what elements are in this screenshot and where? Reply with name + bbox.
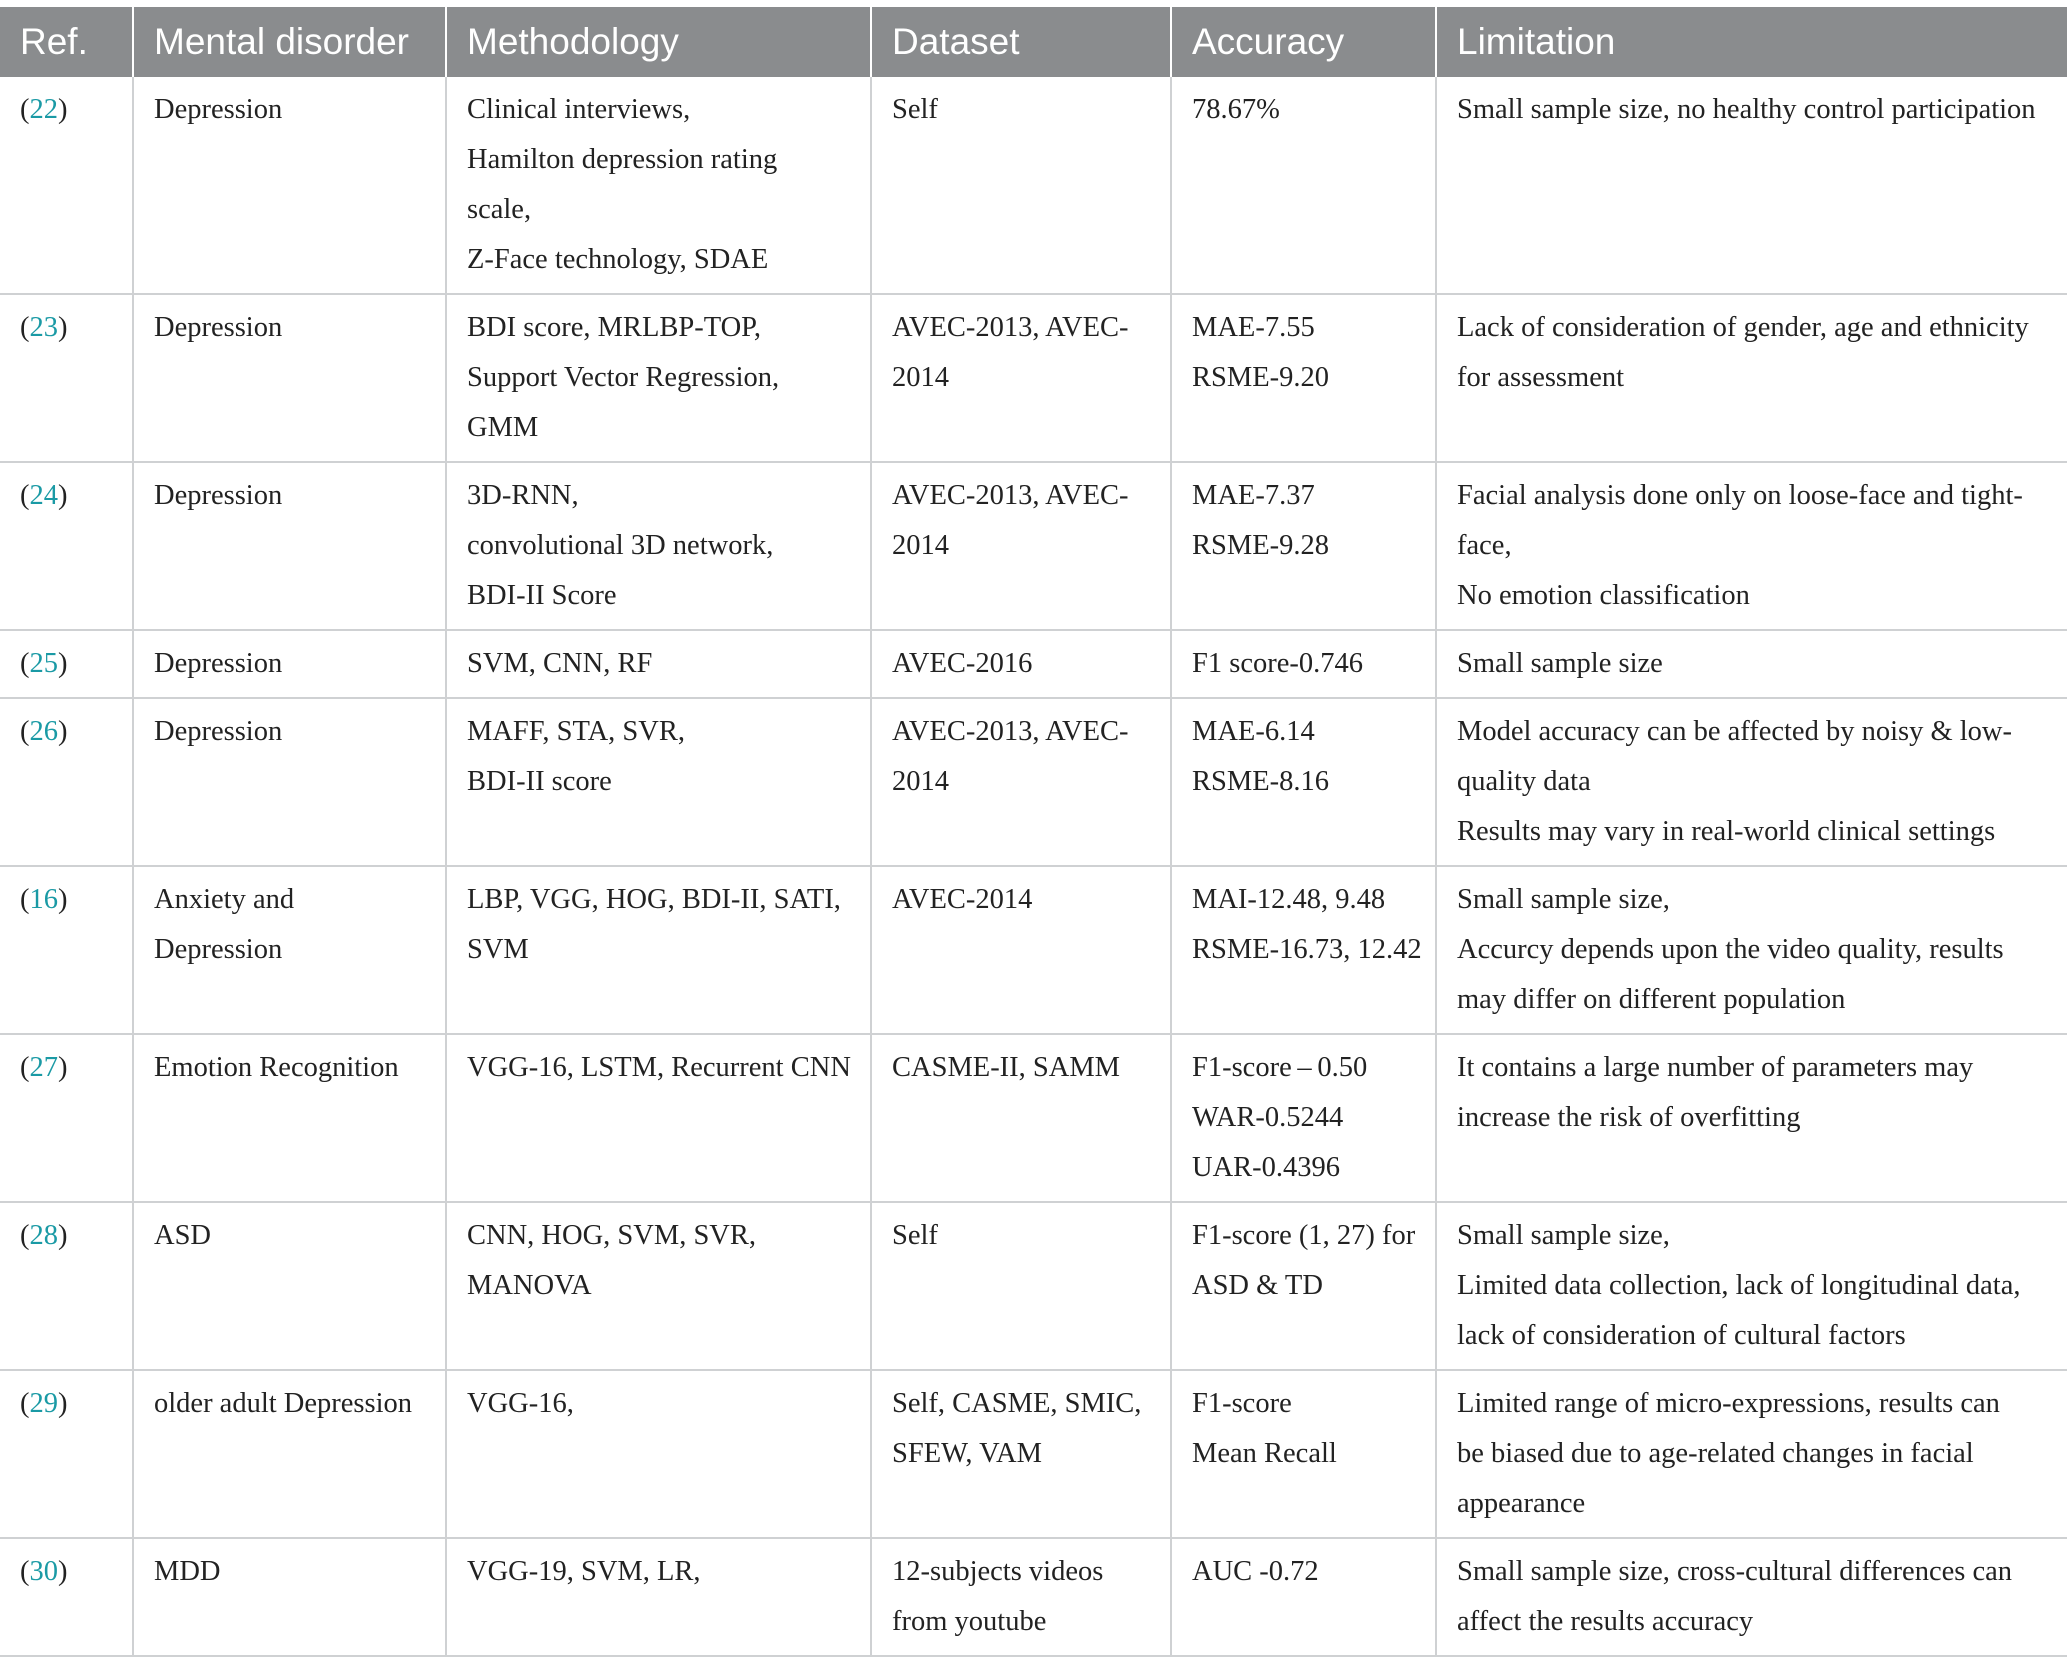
cell-text-line: WAR-0.5244 (1192, 1102, 1344, 1133)
table-row (0, 294, 2067, 462)
cell-text-line: Emotion Recognition (154, 1052, 399, 1083)
table-row (0, 1034, 2067, 1202)
cell-text-line: may differ on different population (1457, 984, 1846, 1015)
cell-mental-disorder (133, 294, 446, 462)
cell-accuracy (1171, 866, 1436, 1034)
cell-text-line: F1 score-0.746 (1192, 648, 1363, 679)
cell-dataset (871, 1538, 1171, 1656)
cell-accuracy (1171, 1370, 1436, 1538)
header-row (0, 7, 2067, 77)
cell-limitation (1436, 77, 2067, 294)
cell-dataset (871, 1370, 1171, 1538)
cell-text-line: Depression (154, 648, 283, 679)
cell-limitation (1436, 1034, 2067, 1202)
cell-ref: (26) (0, 698, 133, 866)
cell-text-line: GMM (467, 412, 539, 443)
cell-accuracy (1171, 1538, 1436, 1656)
table-body (0, 77, 2067, 1656)
cell-limitation (1436, 698, 2067, 866)
cell-text-line: be biased due to age-related changes in facial (1457, 1438, 1974, 1469)
cell-limitation (1436, 294, 2067, 462)
cell-ref: (27) (0, 1034, 133, 1202)
cell-text-line: face, (1457, 530, 1512, 561)
cell-dataset (871, 866, 1171, 1034)
cell-accuracy (1171, 294, 1436, 462)
cell-methodology (446, 1202, 871, 1370)
cell-text-line: BDI score, MRLBP-TOP, (467, 312, 761, 343)
cell-text-line: for assessment (1457, 362, 1625, 393)
cell-accuracy (1171, 630, 1436, 698)
cell-text-line: RSME-9.20 (1192, 362, 1329, 393)
cell-text-line: CNN, HOG, SVM, SVR, (467, 1220, 757, 1251)
cell-text-line: affect the results accuracy (1457, 1606, 1754, 1637)
cell-text-line: MAI-12.48, 9.48 (1192, 884, 1386, 915)
cell-limitation (1436, 1370, 2067, 1538)
cell-text-line: 3D-RNN, (467, 480, 579, 511)
cell-text-line: VGG-16, (467, 1388, 574, 1419)
cell-mental-disorder (133, 77, 446, 294)
cell-dataset (871, 1202, 1171, 1370)
cell-accuracy (1171, 462, 1436, 630)
cell-text-line: AVEC-2013, AVEC- (892, 312, 1129, 343)
cell-text-line: F1-score (1192, 1388, 1292, 1419)
cell-text-line: ASD (154, 1220, 212, 1251)
cell-text-line: Clinical interviews, (467, 94, 691, 125)
cell-text-line: SVM (467, 934, 529, 965)
cell-text-line: MDD (154, 1556, 221, 1587)
cell-text-line: Results may vary in real-world clinical settings (1457, 816, 1996, 847)
cell-text-line: SFEW, VAM (892, 1438, 1042, 1469)
table-row (0, 630, 2067, 698)
col-header-ref: Ref. (0, 7, 133, 77)
cell-ref: (30) (0, 1538, 133, 1656)
cell-methodology (446, 1370, 871, 1538)
cell-text-line: AVEC-2013, AVEC- (892, 716, 1129, 747)
table-row (0, 1538, 2067, 1656)
cell-accuracy (1171, 698, 1436, 866)
cell-methodology (446, 698, 871, 866)
col-header-methodology: Methodology (446, 7, 871, 77)
reference-link[interactable]: 16 (29, 884, 58, 915)
table-row (0, 866, 2067, 1034)
cell-ref: (29) (0, 1370, 133, 1538)
cell-text-line: MAE-7.37 (1192, 480, 1315, 511)
cell-text-line: Anxiety and (154, 884, 295, 915)
cell-text-line: VGG-19, SVM, LR, (467, 1556, 701, 1587)
cell-ref: (24) (0, 462, 133, 630)
cell-text-line: Lack of consideration of gender, age and ethnicity (1457, 312, 2029, 343)
cell-text-line: RSME-9.28 (1192, 530, 1329, 561)
cell-text-line: quality data (1457, 766, 1591, 797)
cell-text-line: convolutional 3D network, (467, 530, 774, 561)
cell-text-line: older adult Depression (154, 1388, 413, 1419)
cell-ref: (25) (0, 630, 133, 698)
cell-text-line: increase the risk of overfitting (1457, 1102, 1801, 1133)
cell-accuracy (1171, 77, 1436, 294)
cell-text-line: LBP, VGG, HOG, BDI-II, SATI, (467, 884, 841, 915)
cell-text-line: AVEC-2014 (892, 884, 1033, 915)
reference-link[interactable]: 27 (29, 1052, 58, 1083)
reference-link[interactable]: 24 (29, 480, 58, 511)
cell-text-line: ASD & TD (1192, 1270, 1323, 1301)
literature-table (0, 7, 2067, 1657)
cell-dataset (871, 630, 1171, 698)
cell-ref: (16) (0, 866, 133, 1034)
cell-text-line: AVEC-2016 (892, 648, 1033, 679)
cell-text-line: SVM, CNN, RF (467, 648, 653, 679)
table-row (0, 1370, 2067, 1538)
cell-ref: (22) (0, 77, 133, 294)
cell-text-line: 2014 (892, 530, 949, 561)
cell-text-line: 2014 (892, 766, 949, 797)
cell-text-line: Limited data collection, lack of longitudinal data, (1457, 1270, 2021, 1301)
cell-text-line: AVEC-2013, AVEC- (892, 480, 1129, 511)
cell-methodology (446, 462, 871, 630)
cell-mental-disorder (133, 698, 446, 866)
cell-ref: (28) (0, 1202, 133, 1370)
cell-text-line: from youtube (892, 1606, 1047, 1637)
cell-text-line: Support Vector Regression, (467, 362, 780, 393)
cell-methodology (446, 1034, 871, 1202)
cell-text-line: Depression (154, 312, 283, 343)
reference-link[interactable]: 28 (29, 1220, 58, 1251)
cell-text-line: Accurcy depends upon the video quality, results (1457, 934, 2004, 965)
cell-dataset (871, 698, 1171, 866)
cell-text-line: RSME-8.16 (1192, 766, 1329, 797)
cell-limitation (1436, 1538, 2067, 1656)
reference-link[interactable]: 23 (29, 312, 58, 343)
col-header-accuracy: Accuracy (1171, 7, 1436, 77)
cell-text-line: Z-Face technology, SDAE (467, 244, 769, 275)
cell-accuracy (1171, 1202, 1436, 1370)
cell-text-line: Self (892, 1220, 938, 1251)
col-header-mental-disorder: Mental disorder (133, 7, 446, 77)
cell-ref: (23) (0, 294, 133, 462)
cell-text-line: BDI-II score (467, 766, 612, 797)
cell-text-line: CASME-II, SAMM (892, 1052, 1121, 1083)
cell-mental-disorder (133, 1538, 446, 1656)
cell-dataset (871, 1034, 1171, 1202)
cell-text-line: F1-score – 0.50 (1192, 1052, 1368, 1083)
cell-text-line: F1-score (1, 27) for (1192, 1220, 1416, 1251)
cell-text-line: Mean Recall (1192, 1438, 1337, 1469)
cell-text-line: VGG-16, LSTM, Recurrent CNN (467, 1052, 851, 1083)
col-header-dataset: Dataset (871, 7, 1171, 77)
cell-mental-disorder (133, 1034, 446, 1202)
cell-text-line: 12-subjects videos (892, 1556, 1104, 1587)
cell-limitation (1436, 630, 2067, 698)
cell-methodology (446, 294, 871, 462)
cell-text-line: Small sample size, no healthy control participation (1457, 94, 2036, 125)
cell-text-line: Limited range of micro-expressions, results can (1457, 1388, 2000, 1419)
cell-text-line: Small sample size, (1457, 884, 1670, 915)
cell-dataset (871, 77, 1171, 294)
cell-text-line: Depression (154, 94, 283, 125)
cell-text-line: MAE-7.55 (1192, 312, 1315, 343)
table-row (0, 1202, 2067, 1370)
cell-limitation (1436, 1202, 2067, 1370)
cell-text-line: Small sample size, cross-cultural differences can (1457, 1556, 2013, 1587)
cell-text-line: Hamilton depression rating (467, 144, 778, 175)
cell-mental-disorder (133, 1370, 446, 1538)
cell-methodology (446, 866, 871, 1034)
cell-text-line: appearance (1457, 1488, 1586, 1519)
table-row (0, 77, 2067, 294)
cell-text-line: RSME-16.73, 12.42 (1192, 934, 1422, 965)
cell-mental-disorder (133, 866, 446, 1034)
cell-text-line: UAR-0.4396 (1192, 1152, 1341, 1183)
cell-text-line: Facial analysis done only on loose-face and tight- (1457, 480, 2023, 511)
reference-link[interactable]: 26 (29, 716, 58, 747)
cell-methodology (446, 630, 871, 698)
reference-link[interactable]: 25 (29, 648, 58, 679)
cell-limitation (1436, 866, 2067, 1034)
reference-link[interactable]: 29 (29, 1388, 58, 1419)
cell-dataset (871, 462, 1171, 630)
cell-text-line: Depression (154, 716, 283, 747)
cell-text-line: scale, (467, 194, 532, 225)
cell-text-line: Depression (154, 934, 283, 965)
cell-text-line: 2014 (892, 362, 949, 393)
table-row (0, 462, 2067, 630)
reference-link[interactable]: 22 (29, 94, 58, 125)
table-row (0, 698, 2067, 866)
cell-text-line: MAE-6.14 (1192, 716, 1315, 747)
cell-mental-disorder (133, 1202, 446, 1370)
cell-text-line: MANOVA (467, 1270, 592, 1301)
cell-text-line: Model accuracy can be affected by noisy & low- (1457, 716, 2012, 747)
cell-text-line: MAFF, STA, SVR, (467, 716, 685, 747)
cell-text-line: Self (892, 94, 938, 125)
cell-text-line: AUC -0.72 (1192, 1556, 1319, 1587)
cell-text-line: It contains a large number of parameters may (1457, 1052, 1974, 1083)
cell-methodology (446, 1538, 871, 1656)
cell-text-line: BDI-II Score (467, 580, 617, 611)
cell-dataset (871, 294, 1171, 462)
cell-text-line: Depression (154, 480, 283, 511)
cell-text-line: lack of consideration of cultural factors (1457, 1320, 1906, 1351)
cell-text-line: Small sample size, (1457, 1220, 1670, 1251)
cell-limitation (1436, 462, 2067, 630)
cell-text-line: Small sample size (1457, 648, 1663, 679)
cell-mental-disorder (133, 630, 446, 698)
cell-text-line: 78.67% (1192, 94, 1280, 125)
cell-text-line: Self, CASME, SMIC, (892, 1388, 1142, 1419)
reference-link[interactable]: 30 (29, 1556, 58, 1587)
cell-mental-disorder (133, 462, 446, 630)
cell-methodology (446, 77, 871, 294)
cell-accuracy (1171, 1034, 1436, 1202)
cell-text-line: No emotion classification (1457, 580, 1750, 611)
col-header-limitation: Limitation (1436, 7, 2067, 77)
